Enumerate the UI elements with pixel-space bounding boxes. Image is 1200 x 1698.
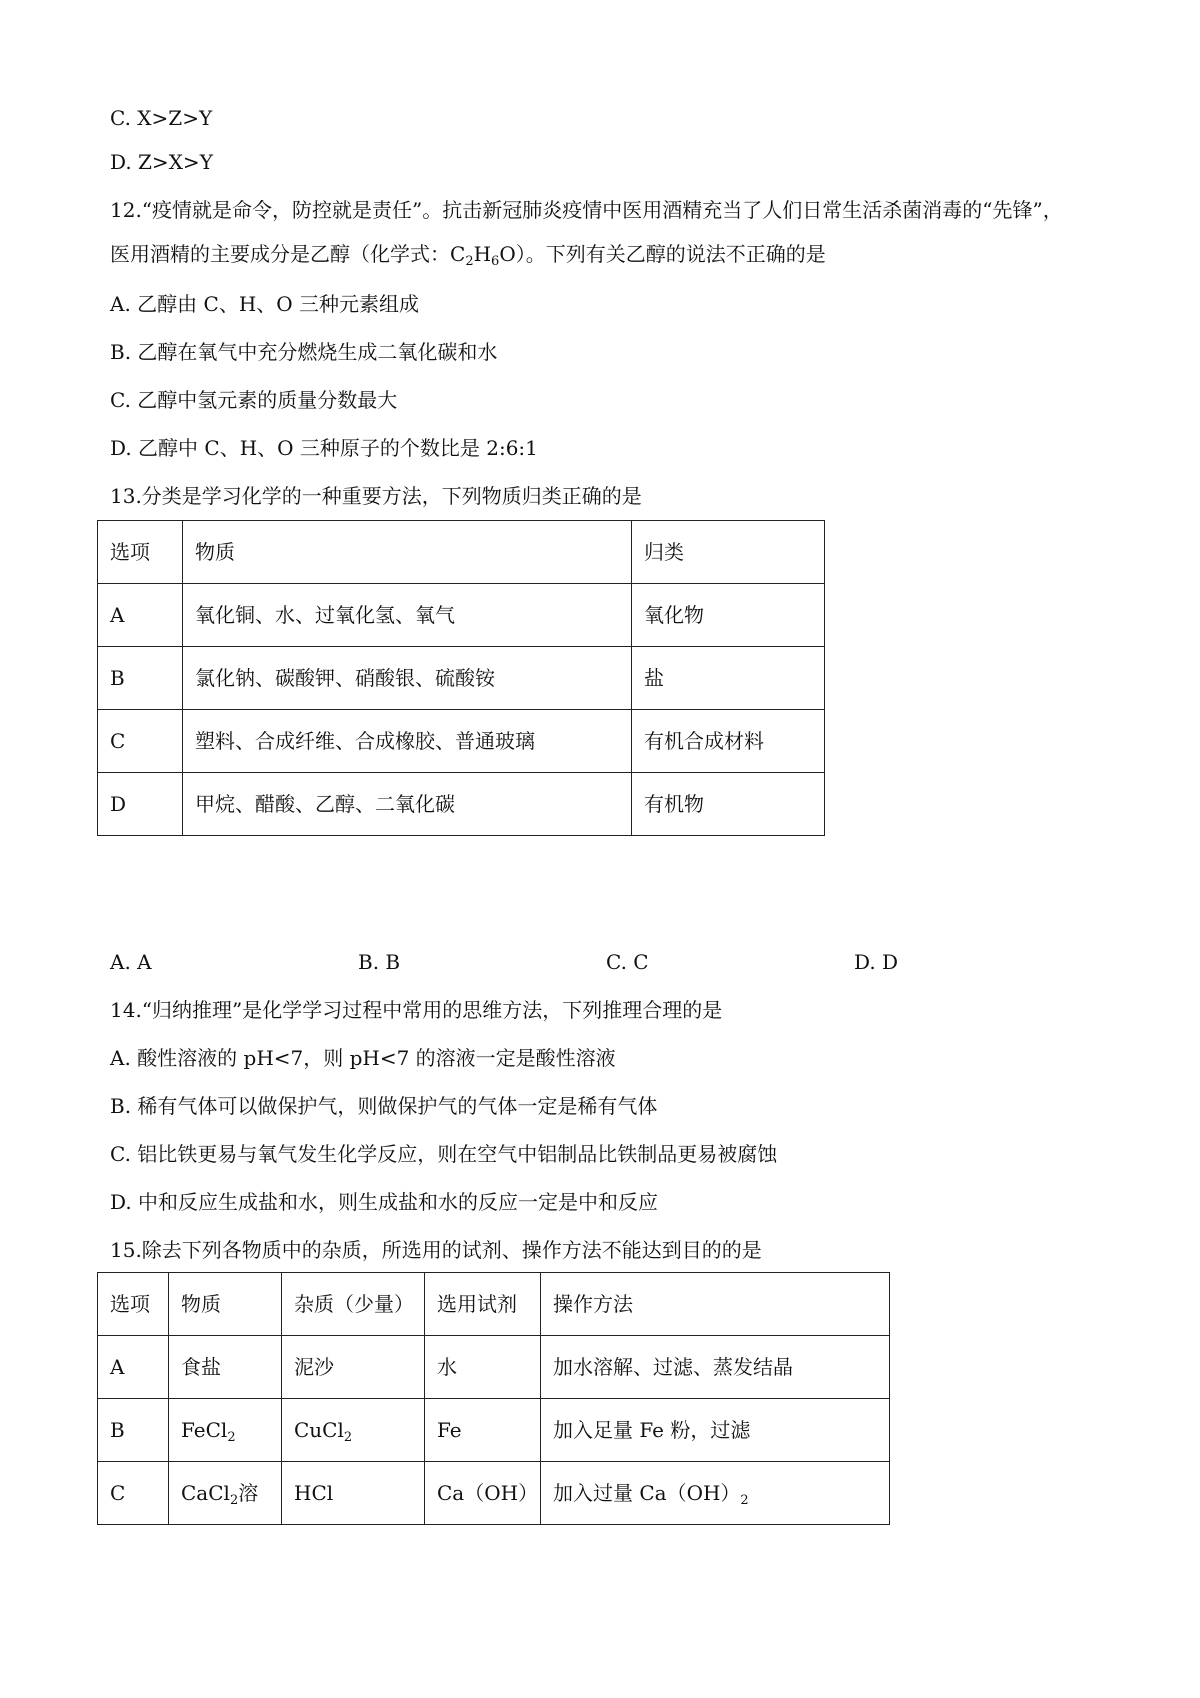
table-cell: A — [98, 1336, 169, 1399]
table-cell: FeCl$_2$ — [169, 1399, 282, 1462]
table-cell: B — [98, 1399, 169, 1462]
table-row — [98, 1399, 890, 1462]
table-cell: 有机合成材料 — [632, 710, 825, 773]
table-header-cell: 选项 — [98, 521, 183, 584]
table-cell: 加入足量 Fe 粉，过滤 — [541, 1399, 890, 1462]
table-header-row — [98, 1273, 890, 1336]
table-header-cell: 物质 — [183, 521, 632, 584]
table-header-cell: 归类 — [632, 521, 825, 584]
table-cell: 泥沙 — [282, 1336, 425, 1399]
table-cell: 氯化钠、碳酸钾、硝酸银、硫酸铵 — [183, 647, 632, 710]
q13-answer-b: B. B — [358, 950, 401, 974]
table-cell: 水 — [425, 1336, 541, 1399]
table-row — [98, 1462, 890, 1525]
table-cell: 氧化物 — [632, 584, 825, 647]
table-header-row — [98, 521, 825, 584]
q12-stem-line1: 12.“疫情就是命令，防控就是责任”。抗击新冠肺炎疫情中医用酒精充当了人们日常生活杀菌消毒的“先锋”， — [110, 198, 1063, 222]
table-row — [98, 773, 825, 836]
q14-option-d: D. 中和反应生成盐和水，则生成盐和水的反应一定是中和反应 — [110, 1190, 659, 1214]
q15-table — [97, 1272, 890, 1525]
q12-option-d: D. 乙醇中 C、H、O 三种原子的个数比是 2:6:1 — [110, 436, 538, 460]
q14-option-c: C. 铝比铁更易与氧气发生化学反应，则在空气中铝制品比铁制品更易被腐蚀 — [110, 1142, 778, 1166]
table-header-cell: 杂质（少量） — [282, 1273, 425, 1336]
q14-option-a: A. 酸性溶液的 pH<7，则 pH<7 的溶液一定是酸性溶液 — [110, 1046, 616, 1070]
table-cell: 加入过量 $Ca(OH)_2$ — [541, 1462, 890, 1525]
table-cell: 食盐 — [169, 1336, 282, 1399]
table-header-cell: 操作方法 — [541, 1273, 890, 1336]
q12-option-c: C. 乙醇中氢元素的质量分数最大 — [110, 388, 398, 412]
q12-option-a: A. 乙醇由 C、H、O 三种元素组成 — [110, 292, 420, 316]
q12-stem-line2: 医用酒精的主要成分是乙醇（化学式：$C_2H_6O$）。下列有关乙醇的说法不正确的是 — [110, 242, 826, 269]
table-cell: CaCl$_2$溶 — [169, 1462, 282, 1525]
table-cell: A — [98, 584, 183, 647]
table-cell: 有机物 — [632, 773, 825, 836]
q14-stem: 14.“归纳推理”是化学学习过程中常用的思维方法，下列推理合理的是 — [110, 998, 723, 1022]
table-cell: B — [98, 647, 183, 710]
table-header-cell: 选项 — [98, 1273, 169, 1336]
table-cell: 盐 — [632, 647, 825, 710]
q13-answer-options — [110, 948, 930, 976]
q13-answer-d: D. D — [854, 950, 899, 974]
q11-option-d: D. Z>X>Y — [110, 150, 213, 174]
table-cell: 氧化铜、水、过氧化氢、氧气 — [183, 584, 632, 647]
table-cell: C — [98, 710, 183, 773]
table-cell: Ca（OH） — [425, 1462, 541, 1525]
q14-option-b: B. 稀有气体可以做保护气，则做保护气的气体一定是稀有气体 — [110, 1094, 658, 1118]
table-header-cell: 选用试剂 — [425, 1273, 541, 1336]
table-row — [98, 584, 825, 647]
q13-answer-a: A. A — [110, 950, 152, 974]
table-cell: HCl — [282, 1462, 425, 1525]
table-cell: D — [98, 773, 183, 836]
q11-option-c: C. X>Z>Y — [110, 106, 213, 130]
q13-stem: 13.分类是学习化学的一种重要方法，下列物质归类正确的是 — [110, 484, 642, 508]
table-header-cell: 物质 — [169, 1273, 282, 1336]
table-cell: 塑料、合成纤维、合成橡胶、普通玻璃 — [183, 710, 632, 773]
table-cell: CuCl$_2$ — [282, 1399, 425, 1462]
table-cell: 加水溶解、过滤、蒸发结晶 — [541, 1336, 890, 1399]
table-cell: C — [98, 1462, 169, 1525]
table-row — [98, 647, 825, 710]
q12-option-b: B. 乙醇在氧气中充分燃烧生成二氧化碳和水 — [110, 340, 498, 364]
q15-stem: 15.除去下列各物质中的杂质，所选用的试剂、操作方法不能达到目的的是 — [110, 1238, 762, 1262]
table-row — [98, 1336, 890, 1399]
table-cell: 甲烷、醋酸、乙醇、二氧化碳 — [183, 773, 632, 836]
q13-answer-c: C. C — [606, 950, 649, 974]
q13-table — [97, 520, 825, 836]
table-row — [98, 710, 825, 773]
table-cell: Fe — [425, 1399, 541, 1462]
